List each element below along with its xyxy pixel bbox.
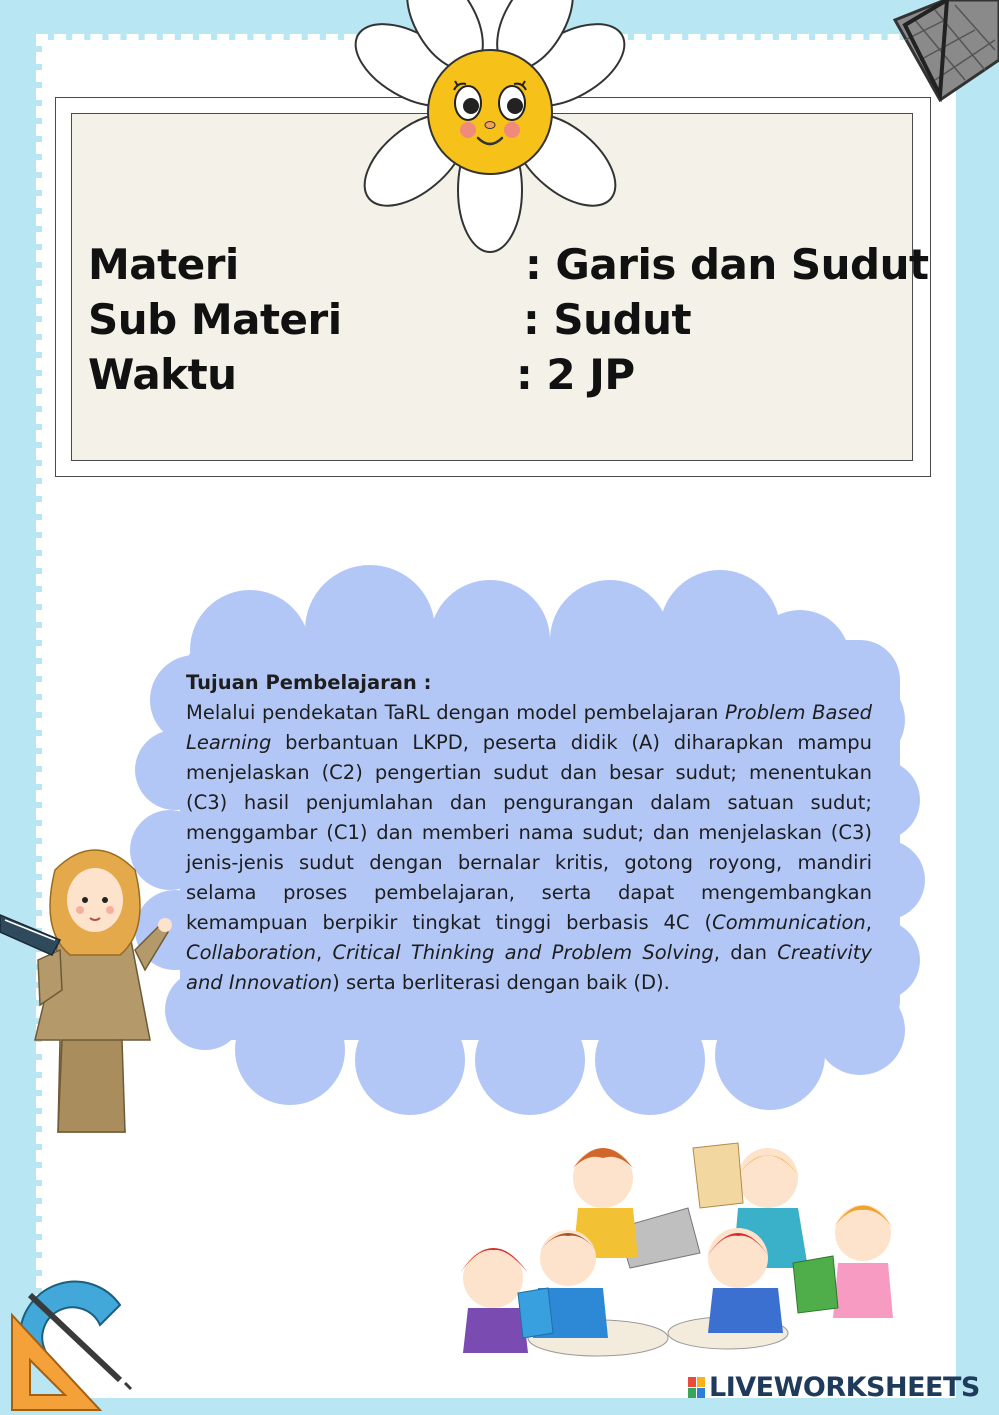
- waktu-value: : 2 JP: [516, 350, 635, 399]
- waktu-label: Waktu: [88, 350, 237, 399]
- learning-goal-segment: Melalui pendekatan TaRL dengan model pembelajaran: [186, 701, 726, 724]
- liveworksheets-logo-icon: [688, 1375, 706, 1397]
- learning-goal-segment: Creativity and Innovation: [186, 941, 872, 994]
- children-reading-illustration: [438, 1128, 908, 1368]
- materi-label: Materi: [88, 240, 239, 289]
- materi-value: : Garis dan Sudut: [525, 240, 929, 289]
- learning-goal-segment: Critical Thinking and Problem Solving: [332, 941, 714, 964]
- brand-text: LIVEWORKSHEETS: [709, 1372, 980, 1403]
- sub-materi-value: : Sudut: [523, 295, 692, 344]
- learning-goal-segment: Problem Based Learning: [186, 701, 873, 754]
- learning-goal-segment: Communication: [712, 911, 866, 934]
- learning-goal-body: [186, 701, 872, 994]
- learning-goal-title: Tujuan Pembelajaran :: [186, 671, 432, 694]
- learning-goal-segment: ,: [315, 941, 333, 964]
- learning-goal-segment: ,: [865, 911, 872, 934]
- protractor-icon: [0, 1285, 135, 1415]
- learning-goal-segment: , dan: [713, 941, 778, 964]
- liveworksheets-brand[interactable]: [688, 1372, 980, 1403]
- learning-goal-segment: ) serta berliterasi dengan baik (D).: [332, 971, 670, 994]
- teacher-illustration: [0, 840, 185, 1135]
- sub-materi-label: Sub Materi: [88, 295, 342, 344]
- learning-goal-segment: berbantuan LKPD, peserta didik (A) diharapkan mampu menjelaskan (C2) pengertian sudut dan besar sudut; menentukan (C3) hasil penjumlahan dan pengurangan dalam satuan sudut; menggambar (C1) dan memberi nama sudut; dan menjelaskan (C3) jenis-jenis sudut dengan bernalar kritis, gotong royong, mandiri selama proses pembelajaran, serta dapat mengembangkan kemampuan berpikir tingkat tinggi berbasis 4C (: [186, 731, 872, 934]
- learning-goal-segment: Collaboration: [186, 941, 316, 964]
- learning-goal: [186, 668, 872, 998]
